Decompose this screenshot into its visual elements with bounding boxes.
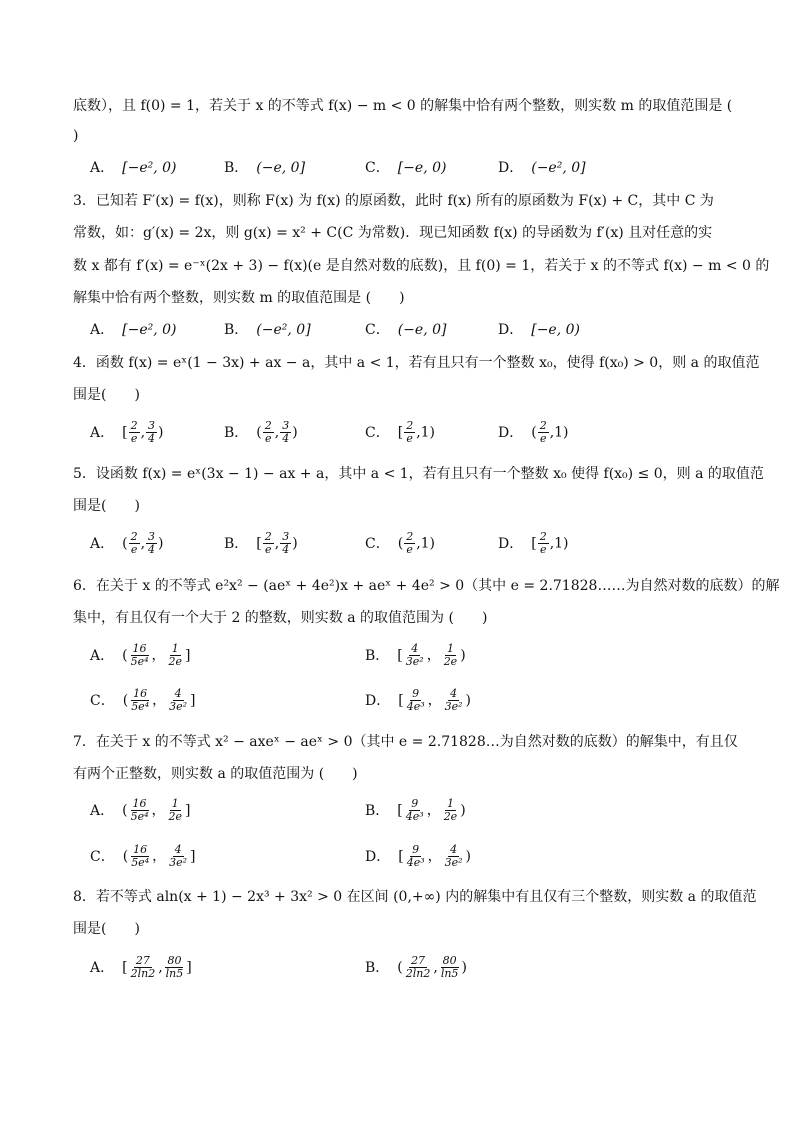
q7-stem-line-1: 7．在关于 x 的不等式 x² − axeˣ − aeˣ > 0（其中 e = 2.71828…为自然对数的底数）的解集中，有且仅	[73, 734, 738, 750]
q5-option-d[interactable]: D． [ $\frac{2}{e}$ ,1)	[498, 530, 569, 556]
q2-stem-line-1: 底数），且 f(0) = 1，若关于 x 的不等式 f(x) − m < 0 的解集中恰有两个整数，则实数 m 的取值范围是 (	[73, 98, 733, 114]
q7-option-a[interactable]: A． ( $\frac{16}{\text{5e⁴}}$ ， $\frac{1}{2e}$ ]	[90, 797, 191, 823]
q8-option-a[interactable]: A． [ $\frac{27}{2\ln 2}$ , $\frac{80}{\ln 5}$ ]	[90, 954, 192, 980]
q3-option-a[interactable]: A． [−e², 0)	[90, 322, 177, 338]
q4-option-b[interactable]: B． ( $\frac{2}{e}$ , $\frac{3}{4}$ )	[224, 419, 298, 445]
q6-stem-line-2: 集中，有且仅有一个大于 2 的整数，则实数 a 的取值范围为 ( )	[73, 610, 488, 626]
q3-stem-line-3: 数 x 都有 f′(x) = e⁻ˣ(2x + 3) − f(x)(e 是自然对数的底数)，且 f(0) = 1，若关于 x 的不等式 f(x) − m < 0 的	[73, 258, 770, 274]
q2-option-a[interactable]: A． [−e², 0)	[90, 160, 177, 176]
q5-option-c[interactable]: C． ( $\frac{2}{e}$ ,1)	[365, 530, 436, 556]
q8-stem-line-1: 8．若不等式 aln(x + 1) − 2x³ + 3x² > 0 在区间 (0,+∞) 内的解集中有且仅有三个整数，则实数 a 的取值范	[73, 889, 757, 905]
q4-stem-line-1: 4．函数 f(x) = eˣ(1 − 3x) + ax − a，其中 a < 1，若有且只有一个整数 x₀，使得 f(x₀) > 0，则 a 的取值范	[73, 355, 760, 371]
q2-stem-line-2: )	[73, 128, 79, 144]
q3-stem-line-1: 3．已知若 F′(x) = f(x)，则称 F(x) 为 f(x) 的原函数，此时 f(x) 所有的原函数为 F(x) + C，其中 C 为	[73, 193, 714, 209]
q4-stem-line-2: 围是( )	[73, 387, 140, 403]
q8-option-b[interactable]: B． ( $\frac{27}{2\ln 2}$ , $\frac{80}{\ln 5}$ )	[365, 954, 467, 980]
q6-option-d[interactable]: D． [ $\frac{9}{\text{4e³}}$ ， $\frac{4}{\text{3e²}}$ )	[365, 687, 472, 713]
q5-stem-line-1: 5．设函数 f(x) = eˣ(3x − 1) − ax + a，其中 a < 1，若有且只有一个整数 x₀ 使得 f(x₀) ≤ 0，则 a 的取值范	[73, 466, 764, 482]
q6-option-b[interactable]: B． [ $\frac{4}{\text{3e²}}$ ， $\frac{1}{2e}$ )	[365, 642, 466, 668]
q3-option-b[interactable]: B． (−e², 0]	[224, 322, 311, 338]
q3-stem-line-4: 解集中恰有两个整数，则实数 m 的取值范围是 ( )	[73, 290, 405, 306]
q2-option-b[interactable]: B． (−e, 0]	[224, 160, 306, 176]
q5-stem-line-2: 围是( )	[73, 498, 140, 514]
q7-option-b[interactable]: B． [ $\frac{9}{\text{4e³}}$ ， $\frac{1}{2e}$ )	[365, 797, 466, 823]
q6-option-a[interactable]: A． ( $\frac{16}{\text{5e⁴}}$ ， $\frac{1}{2e}$ ]	[90, 642, 191, 668]
q6-stem-line-1: 6．在关于 x 的不等式 e²x² − (aeˣ + 4e²)x + aeˣ + 4e² > 0（其中 e = 2.71828……为自然对数的底数）的解	[73, 578, 780, 594]
q7-stem-line-2: 有两个正整数，则实数 a 的取值范围为 ( )	[73, 766, 358, 782]
q6-option-c[interactable]: C． ( $\frac{16}{\text{5e⁴}}$ ， $\frac{4}{\text{3e²}}$ ]	[90, 687, 196, 713]
q4-option-c[interactable]: C． [ $\frac{2}{e}$ ,1)	[365, 419, 436, 445]
q4-option-d[interactable]: D． ( $\frac{2}{e}$ ,1)	[498, 419, 569, 445]
q5-option-a[interactable]: A． ( $\frac{2}{e}$ , $\frac{3}{4}$ )	[90, 530, 164, 556]
q2-option-d[interactable]: D． (−e², 0]	[498, 160, 586, 176]
q7-option-c[interactable]: C． ( $\frac{16}{\text{5e⁴}}$ ， $\frac{4}{\text{3e²}}$ ]	[90, 843, 196, 869]
q3-stem-line-2: 常数，如：g′(x) = 2x，则 g(x) = x² + C(C 为常数)．现已知函数 f(x) 的导函数为 f′(x) 且对任意的实	[73, 225, 713, 241]
q3-option-d[interactable]: D． [−e, 0)	[498, 322, 580, 338]
q5-option-b[interactable]: B． [ $\frac{2}{e}$ , $\frac{3}{4}$ )	[224, 530, 298, 556]
q8-stem-line-2: 围是( )	[73, 921, 140, 937]
q3-option-c[interactable]: C． (−e, 0]	[365, 322, 447, 338]
q2-option-c[interactable]: C． [−e, 0)	[365, 160, 447, 176]
q7-option-d[interactable]: D． [ $\frac{9}{\text{4e³}}$ ， $\frac{4}{\text{3e²}}$ )	[365, 843, 472, 869]
q4-option-a[interactable]: A． [ $\frac{2}{e}$ , $\frac{3}{4}$ )	[90, 419, 164, 445]
